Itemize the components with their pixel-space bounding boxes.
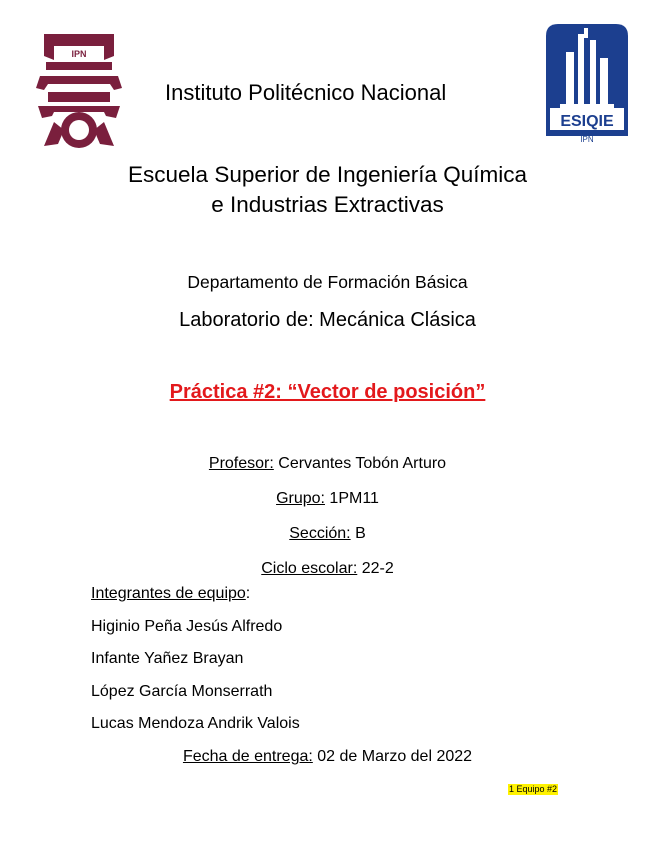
section-label: Sección:	[289, 525, 351, 542]
team-heading: Integrantes de equipo:	[91, 585, 251, 602]
school-name-line-2: e Industrias Extractivas	[211, 192, 444, 217]
team-member: López García Monserrath	[91, 682, 273, 700]
section-line	[0, 516, 655, 552]
group-value: 1PM11	[324, 490, 379, 507]
group-line	[0, 481, 655, 517]
team-member: Higinio Peña Jesús Alfredo	[91, 617, 283, 635]
delivery-line	[0, 739, 655, 775]
professor-value: Cervantes Tobón Arturo	[273, 455, 447, 472]
delivery-value: 02 de Marzo del 2022	[312, 748, 473, 765]
annotation-highlight[interactable]: 1 Equipo #2	[509, 784, 558, 794]
ipn-logo-icon	[34, 26, 124, 152]
professor-label: Profesor:	[208, 455, 274, 472]
team-section	[91, 578, 300, 741]
esiqie-logo-icon	[540, 18, 634, 146]
department-name: Departamento de Formación Básica	[187, 272, 468, 292]
delivery-label: Fecha de entrega:	[182, 748, 313, 765]
svg-text:IPN: IPN	[580, 135, 594, 144]
practice-title: Práctica #2: “Vector de posición”	[169, 381, 486, 403]
school-name-line-1: Escuela Superior de Ingeniería Química	[128, 162, 527, 187]
cycle-value: 22-2	[357, 560, 394, 577]
institution-name: Instituto Politécnico Nacional	[165, 80, 447, 105]
group-label: Grupo:	[276, 490, 325, 507]
svg-text:IPN: IPN	[71, 49, 87, 59]
section-value: B	[350, 525, 366, 542]
svg-text:ESIQIE: ESIQIE	[560, 113, 614, 130]
team-member: Infante Yañez Brayan	[91, 650, 244, 667]
cycle-label: Ciclo escolar:	[261, 560, 358, 577]
team-member: Lucas Mendoza Andrik Valois	[91, 715, 300, 732]
professor-line	[0, 446, 655, 482]
laboratory-name: Laboratorio de: Mecánica Clásica	[179, 309, 476, 331]
